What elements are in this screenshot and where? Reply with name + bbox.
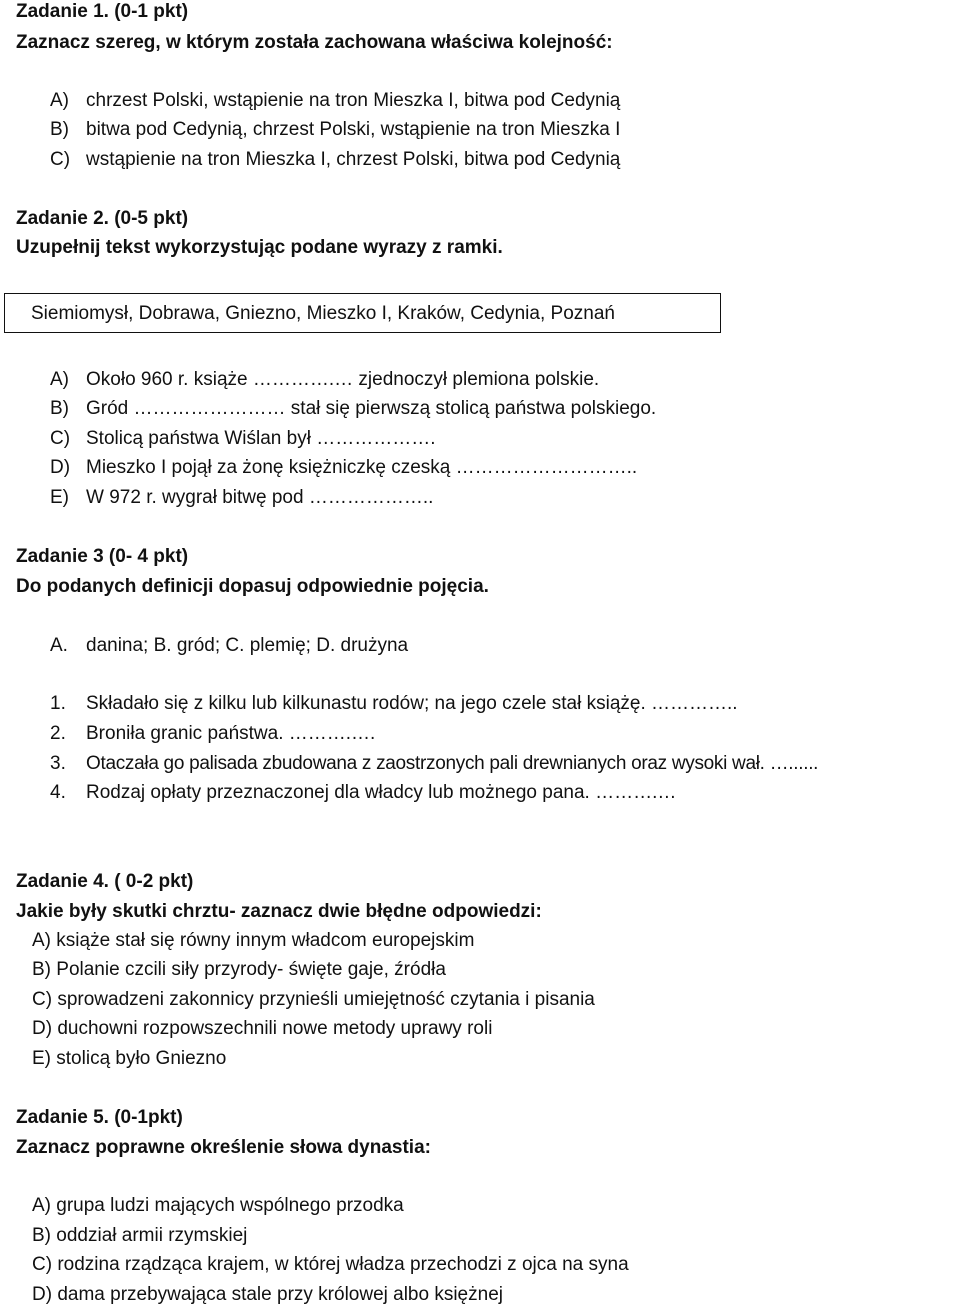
definition-label: 2. xyxy=(50,723,66,744)
task2-item-c[interactable] xyxy=(50,427,436,451)
task5-title: Zadanie 5. (0-1pkt) xyxy=(16,1107,183,1128)
task3-instruction: Do podanych definicji dopasuj odpowiednie pojęcia. xyxy=(16,576,489,597)
task4-option-c[interactable]: C) sprowadzeni zakonnicy przynieśli umiejętność czytania i pisania xyxy=(32,989,595,1010)
option-text: wstąpienie na tron Mieszka I, chrzest Polski, bitwa pod Cedynią xyxy=(86,149,621,170)
task2-instruction: Uzupełnij tekst wykorzystując podane wyrazy z ramki. xyxy=(16,237,503,258)
task4-option-b[interactable]: B) Polanie czcili siły przyrody- święte gaje, źródła xyxy=(32,959,446,980)
task1-instruction: Zaznacz szereg, w którym została zachowana właściwa kolejność: xyxy=(16,32,613,53)
item-text: Gród …………………… stał się pierwszą stolicą państwa polskiego. xyxy=(86,398,657,419)
definition-label: 4. xyxy=(50,782,66,803)
item-text: W 972 r. wygrał bitwę pod ……………….. xyxy=(86,487,434,508)
task2-item-e[interactable] xyxy=(50,486,433,510)
terms-text: danina; B. gród; C. plemię; D. drużyna xyxy=(86,635,409,656)
item-label: C) xyxy=(50,428,71,449)
item-label: D) xyxy=(50,457,71,478)
task3-definition-3[interactable] xyxy=(50,752,818,776)
task1-title: Zadanie 1. (0-1 pkt) xyxy=(16,1,189,22)
option-text: bitwa pod Cedynią, chrzest Polski, wstąpienie na tron Mieszka I xyxy=(86,119,621,140)
task4-option-d[interactable]: D) duchowni rozpowszechnili nowe metody uprawy roli xyxy=(32,1018,493,1039)
task2-title: Zadanie 2. (0-5 pkt) xyxy=(16,208,189,229)
definition-text: Składało się z kilku lub kilkunastu rodów; na jego czele stał książę. ………….. xyxy=(86,693,738,714)
word-box xyxy=(4,293,721,333)
task4-title: Zadanie 4. ( 0-2 pkt) xyxy=(16,871,194,892)
definition-label: 3. xyxy=(50,753,66,774)
option-label: A) xyxy=(50,90,69,111)
definition-text: Otaczała go palisada zbudowana z zaostrzonych pali drewnianych oraz wysoki wał. …...... xyxy=(86,753,819,774)
item-text: Około 960 r. książe ………….… zjednoczył plemiona polskie. xyxy=(86,369,600,390)
option-text: chrzest Polski, wstąpienie na tron Mieszka I, bitwa pod Cedynią xyxy=(86,90,621,111)
task3-definition-2[interactable] xyxy=(50,722,375,746)
task1-option-b[interactable] xyxy=(50,118,620,142)
task5-instruction: Zaznacz poprawne określenie słowa dynastia: xyxy=(16,1137,431,1158)
item-text: Mieszko I pojął za żonę księżniczkę czeską ……………………….. xyxy=(86,457,638,478)
task2-item-a[interactable] xyxy=(50,368,599,392)
task4-instruction: Jakie były skutki chrztu- zaznacz dwie błędne odpowiedzi: xyxy=(16,901,542,922)
task2-item-d[interactable] xyxy=(50,456,637,480)
task3-definition-1[interactable] xyxy=(50,692,738,716)
task5-option-a[interactable]: A) grupa ludzi mających wspólnego przodka xyxy=(32,1195,404,1216)
terms-label: A. xyxy=(50,635,68,656)
task1-option-a[interactable] xyxy=(50,89,620,113)
task3-terms xyxy=(50,634,408,658)
item-label: E) xyxy=(50,487,69,508)
task4-option-e[interactable]: E) stolicą było Gniezno xyxy=(32,1048,227,1069)
item-label: A) xyxy=(50,369,69,390)
task2-item-b[interactable] xyxy=(50,397,656,421)
definition-label: 1. xyxy=(50,693,66,714)
task5-option-b[interactable]: B) oddział armii rzymskiej xyxy=(32,1225,248,1246)
task3-title: Zadanie 3 (0- 4 pkt) xyxy=(16,546,189,567)
item-text: Stolicą państwa Wiślan był ………………. xyxy=(86,428,436,449)
task4-option-a[interactable]: A) książe stał się równy innym władcom europejskim xyxy=(32,930,475,951)
task3-definition-4[interactable] xyxy=(50,781,676,805)
item-label: B) xyxy=(50,398,69,419)
option-label: C) xyxy=(50,149,71,170)
definition-text: Rodzaj opłaty przeznaczonej dla władcy lub możnego pana. ……….… xyxy=(86,782,677,803)
task5-option-c[interactable]: C) rodzina rządząca krajem, w której władza przechodzi z ojca na syna xyxy=(32,1254,629,1275)
word-box-text: Siemiomysł, Dobrawa, Gniezno, Mieszko I, Kraków, Cedynia, Poznań xyxy=(31,303,615,324)
definition-text: Broniła granic państwa. ……….…. xyxy=(86,723,376,744)
task5-option-d[interactable]: D) dama przebywająca stale przy królowej albo księżnej xyxy=(32,1284,503,1305)
option-label: B) xyxy=(50,119,69,140)
task1-option-c[interactable] xyxy=(50,148,620,172)
